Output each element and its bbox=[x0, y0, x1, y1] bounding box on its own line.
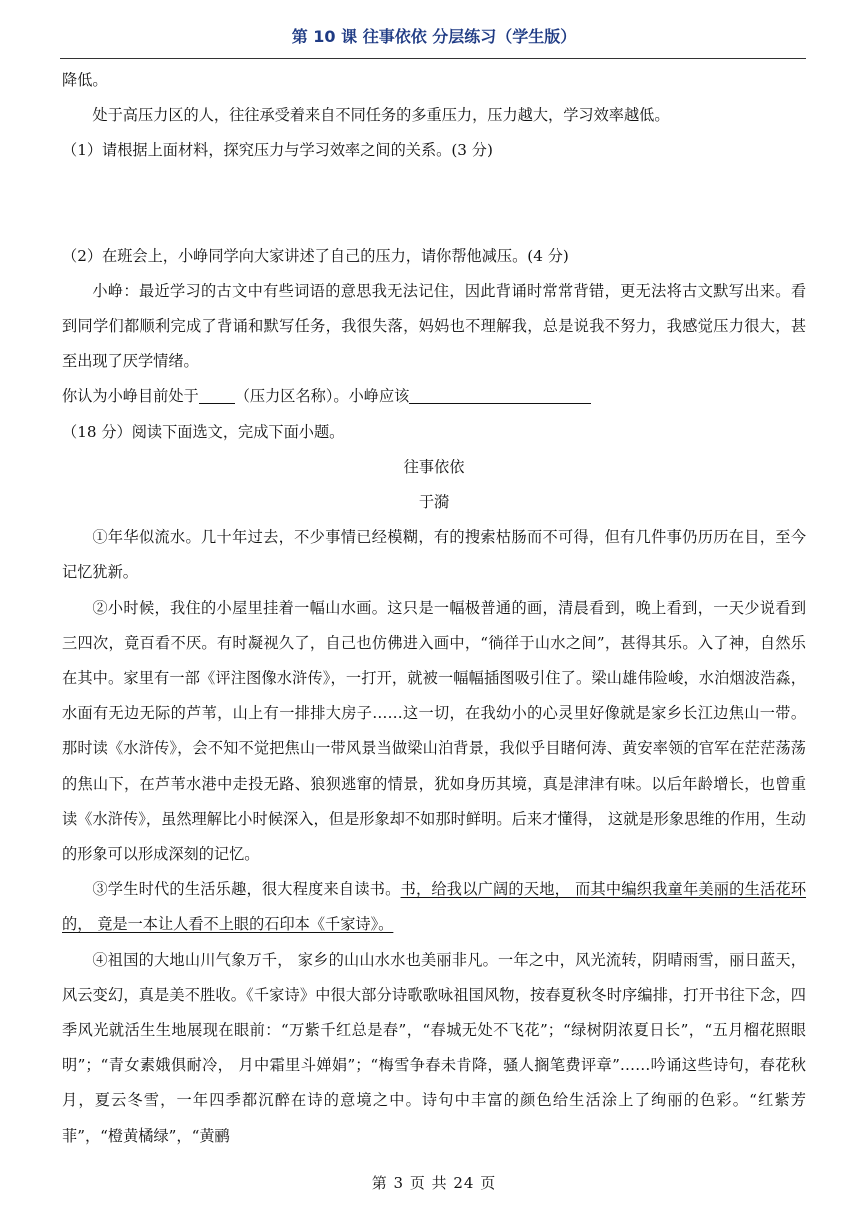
answer-line bbox=[62, 379, 806, 414]
article-paragraph-3 bbox=[62, 872, 806, 942]
blank-field-zone[interactable] bbox=[199, 387, 235, 404]
text-line: 处于高压力区的人，往往承受着来自不同任务的多重压力，压力越大，学习效率越低。 bbox=[92, 106, 670, 125]
article-author: 于漪 bbox=[418, 493, 450, 512]
answer-prompt-b: （压力区名称）。小峥应该 bbox=[234, 387, 410, 406]
text-line: 降低。 bbox=[62, 71, 108, 89]
answer-prompt-a: 你认为小峥目前处于 bbox=[62, 387, 199, 406]
answer-space bbox=[62, 169, 806, 239]
page-header-title: 第 10 课 往事依依 分层练习（学生版） bbox=[291, 27, 577, 46]
article-paragraph-1: ①年华似流水。几十年过去，不少事情已经模糊，有的搜索枯肠而不可得，但有几件事仍历历在目，至今记忆犹新。 bbox=[62, 528, 806, 582]
document-body bbox=[62, 63, 806, 1154]
story-paragraph: 小峥：最近学习的古文中有些词语的意思我无法记住，因此背诵时常常背错，更无法将古文默写出来。看到同学们都顺利完成了背诵和默写任务，我很失落，妈妈也不理解我，总是说我不努力，我感觉压力很大，甚至出现了厌学情绪。 bbox=[62, 281, 806, 371]
question-2: （2）在班会上，小峥同学向大家讲述了自己的压力，请你帮他减压。(4 分) bbox=[62, 246, 569, 265]
article-paragraph-4: ④祖国的大地山川气象万千， 家乡的山山水水也美丽非凡。一年之中，风光流转，阴晴雨雪，丽日蓝天，风云变幻，真是美不胜收。《千家诗》中很大部分诗歌歌咏祖国风物，按春夏秋冬时序编排，打开书往下念，四季风光就活生生地展现在眼前：“万紫千红总是春”，“春城无处不飞花”；“绿树阴浓夏日长”，“五月榴花照眼明”；“青女素娥俱耐冷， 月中霜里斗婵娟”；“梅雪争春未肯降，骚人搁笔费评章”……吟诵这些诗句，春花秋月，夏云冬雪，一年四季都沉醉在诗的意境之中。诗句中丰富的颜色给生活涂上了绚丽的色彩。“红紫芳菲”，“橙黄橘绿”，“黄鹂 bbox=[62, 950, 806, 1145]
question-3: （18 分）阅读下面选文，完成下面小题。 bbox=[62, 422, 345, 441]
blank-field-action[interactable] bbox=[409, 387, 591, 404]
question-1: （1）请根据上面材料，探究压力与学习效率之间的关系。(3 分) bbox=[62, 141, 493, 160]
page-number: 第 3 页 共 24 页 bbox=[371, 1174, 497, 1192]
header-divider bbox=[60, 58, 806, 59]
article-title: 往事依依 bbox=[403, 457, 465, 476]
article-paragraph-2: ②小时候，我住的小屋里挂着一幅山水画。这只是一幅极普通的画，清晨看到，晚上看到，一天少说看到三四次，竟百看不厌。有时凝视久了，自己也仿佛进入画中，“徜徉于山水之间”，甚得其乐。入了神，自然乐在其中。家里有一部《评注图像水浒传》，一打开，就被一幅幅插图吸引住了。梁山雄伟险峻，水泊烟波浩淼，水面有无边无际的芦苇，山上有一排排大房子……这一切，在我幼小的心灵里好像就是家乡长江边焦山一带。那时读《水浒传》，会不知不觉把焦山一带风景当做梁山泊背景，我似乎目睹何涛、黄安率领的官军在茫茫荡荡的焦山下，在芦苇水港中走投无路、狼狈逃窜的情景，犹如身历其境，真是津津有味。以后年龄增长，也曾重读《水浒传》，虽然理解比小时候深入，但是形象却不如那时鲜明。后来才懂得， 这就是形象思维的作用，生动的形象可以形成深刻的记忆。 bbox=[62, 598, 806, 864]
paragraph-3-text: ③学生时代的生活乐趣，很大程度来自读书。 bbox=[92, 880, 401, 899]
underlined-sentence: 书，给我以广阔的天地， 而其中编织我童年美丽的生活花环的， 竟是一本让人看不上眼的石印本《千家诗》。 bbox=[62, 880, 807, 934]
